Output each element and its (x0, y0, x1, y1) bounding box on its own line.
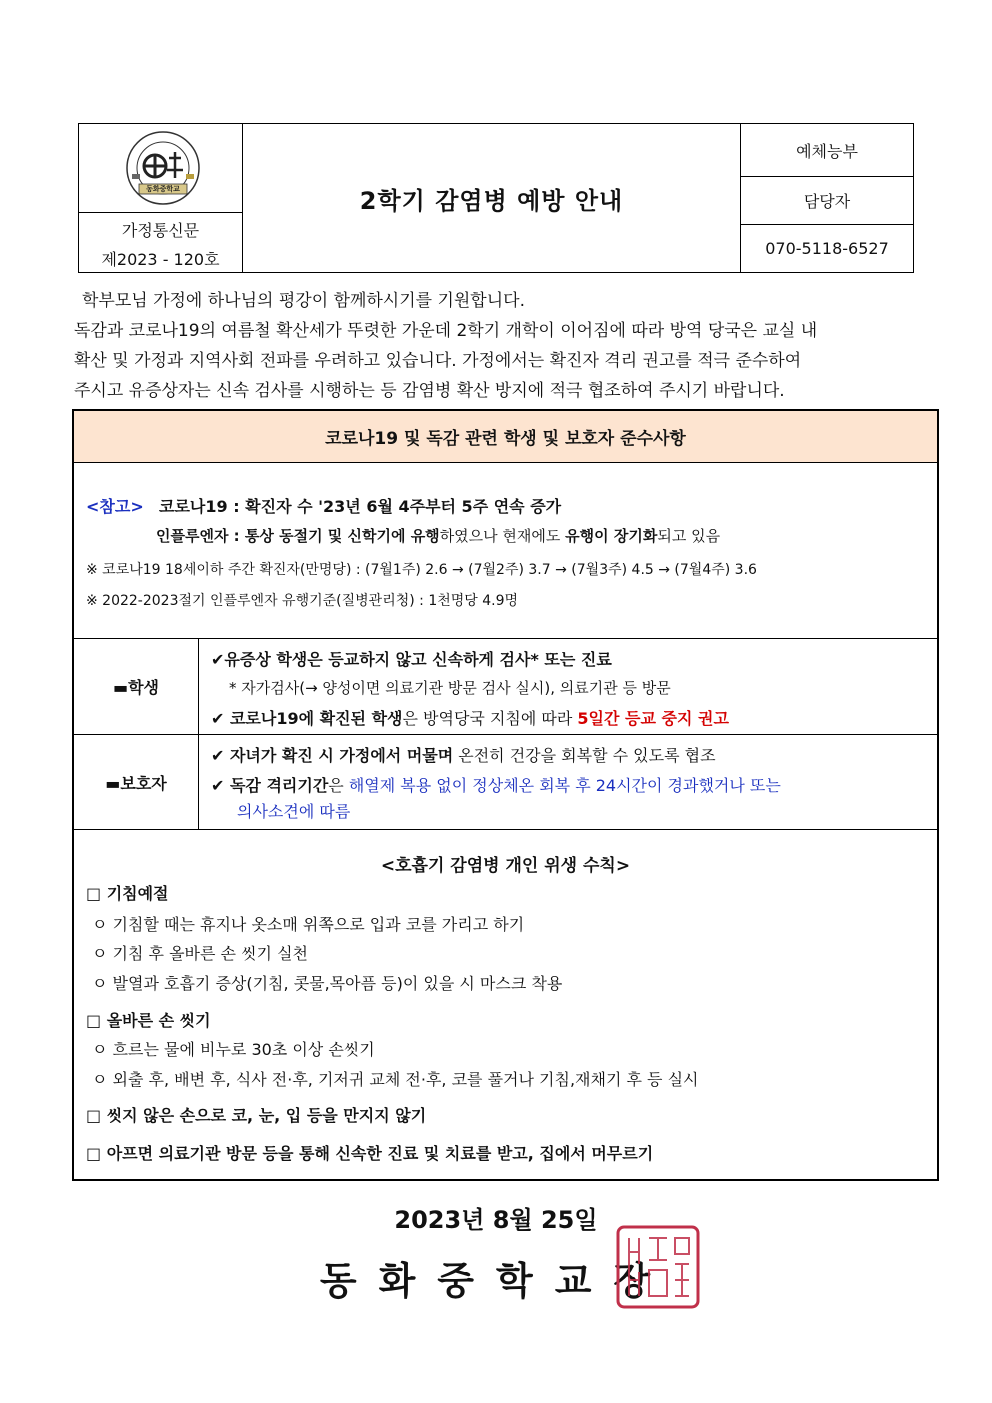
department-cell (741, 124, 913, 272)
cough-item: ㅇ 기침 후 올바른 손 씻기 실천 (92, 944, 308, 963)
issue-date: 2023년 8월 25일 (394, 1206, 598, 1234)
hand-item: ㅇ 외출 후, 배변 후, 식사 전·후, 기저귀 교체 전·후, 코를 풀거나 기침,재채기 후 등 실시 (92, 1070, 699, 1089)
flu-label: 인플루엔자 : (156, 527, 245, 545)
student-section (74, 638, 937, 734)
department: 예체능부 (741, 124, 913, 177)
student-label: ▬학생 (74, 639, 199, 734)
parent-rule-2 (211, 773, 781, 796)
flu-normal-2: 되고 있음 (657, 527, 721, 545)
guidelines-box (72, 409, 939, 1181)
cough-item: ㅇ 기침할 때는 휴지나 옷소매 위쪽으로 입과 코를 가리고 하기 (92, 915, 525, 934)
parent-label: ▬보호자 (74, 735, 199, 829)
header-table (78, 123, 914, 273)
signer-name: 동화중학교장 (319, 1258, 673, 1303)
intro-line: 확산 및 가정과 지역사회 전파를 우려하고 있습니다. 가정에서는 확진자 격리 권고를 적극 준수하여 (74, 351, 802, 371)
phone-number: 070-5118-6527 (765, 239, 889, 258)
logo-cell (79, 124, 243, 272)
hygiene-section (74, 829, 937, 1179)
greeting: 학부모님 가정에 하나님의 평강이 함께하시기를 기원합니다. (82, 291, 525, 311)
note-covid-weekly: ※ 코로나19 18세이하 주간 확진자(만명당) : (7월1주) 2.6 → (7월2주) 3.7 → (7월3주) 4.5 → (7월4주) 3.6 (86, 562, 757, 578)
no-touch-rule: □ 씻지 않은 손으로 코, 눈, 입 등을 만지지 않기 (86, 1106, 427, 1125)
student-rule-2: * 자가검사(→ 양성이면 의료기관 방문 검사 실시), 의료기관 등 방문 (229, 679, 671, 697)
hygiene-title: <호흡기 감염병 개인 위생 수칙> (380, 856, 631, 876)
hand-item: ㅇ 흐르는 물에 비누로 30초 이상 손씻기 (92, 1040, 375, 1059)
flu-bold-1: 통상 동절기 및 신학기에 유행 (244, 527, 440, 545)
reference-covid-text: 코로나19 : 확진자 수 '23년 6월 4주부터 5주 연속 증가 (159, 497, 562, 516)
student-rule-3c: 5일간 등교 중지 권고 (577, 709, 729, 728)
cough-item: ㅇ 발열과 호흡기 증상(기침, 콧물,목아픔 등)이 있을 시 마스크 착용 (92, 974, 563, 993)
reference-flu (156, 525, 720, 546)
contact-label: 담당자 (741, 177, 913, 225)
official-seal (615, 1224, 701, 1310)
student-rule-3b: 은 방역당국 지침에 따라 (402, 709, 578, 728)
logo-box (79, 124, 242, 213)
parent-rule-1b: 온전히 건강을 회복할 수 있도록 협조 (453, 746, 716, 765)
student-rule-3a: ✔ 코로나19에 확진된 학생 (211, 709, 403, 728)
reference-covid (86, 494, 561, 517)
flu-normal-1: 하였으나 현재에도 (439, 527, 566, 545)
note-flu-threshold: ※ 2022-2023절기 인플루엔자 유행기준(질병관리청) : 1천명당 4.9명 (86, 593, 519, 609)
parent-rule-2c: 해열제 복용 없이 정상체온 회복 후 24시간이 경과했거나 또는 (348, 776, 781, 795)
cough-heading: □ 기침예절 (86, 884, 169, 903)
student-rule-1-text: ✔유증상 학생은 등교하지 않고 신속하게 검사* 또는 진료 (211, 650, 612, 669)
guidelines-heading: 코로나19 및 독감 관련 학생 및 보호자 준수사항 (74, 411, 937, 463)
parent-section (74, 734, 937, 829)
parent-rule-2a: ✔ 독감 격리기간 (211, 776, 329, 795)
reference-tag: <참고> (86, 497, 144, 516)
school-logo (125, 130, 201, 206)
doc-number: 제2023 - 120호 (101, 250, 220, 269)
student-rule-1 (211, 647, 612, 670)
stay-home-rule: □ 아프면 의료기관 방문 등을 통해 신속한 진료 및 치료를 받고, 집에서 머무르기 (86, 1144, 654, 1163)
parent-rule-2b: 은 (328, 776, 349, 795)
parent-rule-1a: ✔ 자녀가 확진 시 가정에서 머물며 (211, 746, 454, 765)
intro-text (74, 286, 920, 406)
parent-rule-1 (211, 743, 716, 766)
intro-line: 주시고 유증상자는 신속 검사를 시행하는 등 감염병 확산 방지에 적극 협조하여 주시기 바랍니다. (74, 381, 785, 401)
flu-bold-2: 유행이 장기화 (565, 527, 658, 545)
page-title: 2학기 감염병 예방 안내 (243, 124, 741, 272)
parent-rule-2d: 의사소견에 따름 (237, 802, 351, 821)
hand-heading: □ 올바른 손 씻기 (86, 1011, 211, 1030)
intro-line: 독감과 코로나19의 여름철 확산세가 뚜렷한 가운데 2학기 개학이 이어짐에 따라 방역 당국은 교실 내 (74, 321, 818, 341)
student-rule-3 (211, 706, 729, 729)
doc-type: 가정통신문 (121, 221, 200, 240)
logo-korean: 동화중학교 (146, 185, 180, 193)
